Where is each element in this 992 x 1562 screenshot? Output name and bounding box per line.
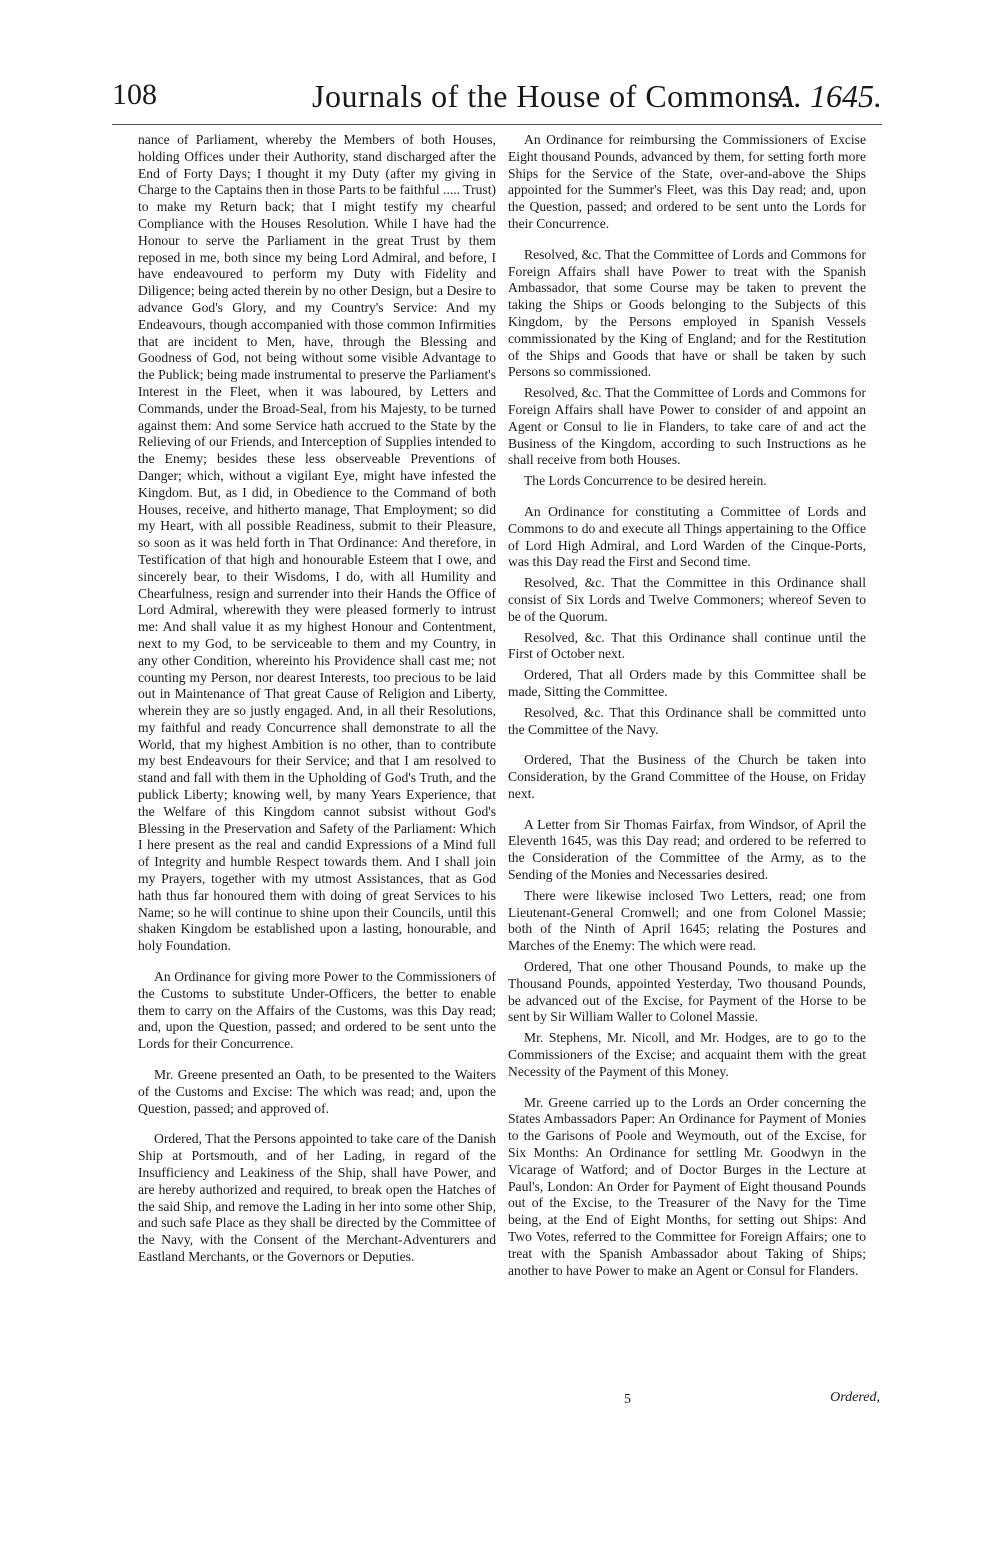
running-title: Journals of the House of Commons. <box>312 78 789 114</box>
paragraph: Ordered, That one other Thousand Pounds, to make up the Thousand Pounds, appointed Yesterday, Two thousand Pounds, be advanced out of the Excise, for Payment of the Horse to be sent by Sir William Waller to Colonel Massie. <box>508 959 866 1025</box>
signature-mark: 5 <box>624 1392 631 1407</box>
paragraph: Ordered, That the Business of the Church be taken into Consideration, by the Grand Committee of the House, on Friday next. <box>508 752 866 801</box>
paragraph: Resolved, &c. That the Committee of Lords and Commons for Foreign Affairs shall have Power to treat with the Spanish Ambassador, that some Course may be taken to prevent the taking the Ships or Goods belonging to the Subjects of this Kingdom, by the Persons employed in Spanish Vessels commissionated by the King of England; and for the Restitution of the Ships and Goods that have or shall be taken by such Persons so commissioned. <box>508 246 866 380</box>
running-year: A. 1645. <box>774 78 882 114</box>
paragraph: nance of Parliament, whereby the Members of both Houses, holding Offices under their Authority, stand discharged after the End of Forty Days; I thought it my Duty (after my giving in Charge to the Captains then in those Parts to be faithful ..... Trust) to make my Return back; that I might testify my chearful Compliance with the Houses Resolution. While I have had the Honour to serve the Parliament in the great Trust by them reposed in me, both since my being Lord Admiral, and before, I have endeavoured to perform my Duty with Fidelity and Diligence; being acted therein by no other Design, but a Desire to advance God's Glory, and my Country's Service: And my Endeavours, though accompanied with those common Infirmities that are incident to Men, have, through the Blessing and Goodness of God, not being without some visible Advantage to the Publick; being made instrumental to preserve the Parliament's Interest in the Fleet, when it was laboured, by Letters and Commands, under the Broad-Seal, from his Majesty, to be turned against them: And some Service hath accrued to the State by the Relieving of our Friends, and Interception of Supplies intended to the Enemy; besides these less observeable Preventions of Danger; which, without a vigilant Eye, might have infested the Kingdom. But, as I did, in Obedience to the Command of both Houses, receive, and hitherto manage, That Employment; so did my Heart, with all possible Readiness, submit to their Pleasure, so soon as it was held forth in That Ordinance: And therefore, in Testification of that high and honourable Esteem that I owe, and sincerely bear, to their Wisdoms, I do, with all Humility and Chearfulness, resign and surrender into their Hands the Office of Lord Admiral, wherewith they were pleased formerly to intrust me: And shall value it as my highest Honour and Contentment, next to my God, to be serviceable to them and my Country, in any other Condition, whereinto his Providence shall cast me; not counting my Person, nor dearest Interests, too precious to be laid out in Maintenance of That great Cause of Religion and Liberty, wherein they are so justly engaged. And, in all their Resolutions, my faithful and ready Concurrence shall demonstrate to all the World, that my highest Ambition is no other, than to contribute my best Endeavours for their Service; and that I am resolved to stand and fall with them in the Upholding of God's Truth, and the publick Liberty; knowing well, by many Years Experience, that the Welfare of this Kingdom cannot subsist without God's Blessing in the Preservation and Safety of the Parliament: Which I here present as the real and candid Expressions of a Mind full of Integrity and humble Respect towards them. And I shall join my Prayers, together with my utmost Assistances, that as God hath thus far honoured them with doing of great Services to his Name; so he will continue to shine upon their Councils, until this shaken Kingdom be established upon a lasting, honourable, and holy Foundation. <box>138 132 496 954</box>
paragraph: There were likewise inclosed Two Letters, read; one from Lieutenant-General Cromwell; and one from Colonel Massie; both of the Ninth of April 1645; relating the Postures and Marches of the Enemy: The which were read. <box>508 887 866 954</box>
paragraph: Mr. Stephens, Mr. Nicoll, and Mr. Hodges, are to go to the Commissioners of the Excise; and acquaint them with the great Necessity of the Payment of this Money. <box>508 1030 866 1079</box>
paragraph: Mr. Greene carried up to the Lords an Order concerning the States Ambassadors Paper: An Ordinance for Payment of Monies to the Garisons of Poole and Weymouth, out of the Excise, for Six Months: An Ordinance for settling Mr. Goodwyn in the Vicarage of Watford; and of Doctor Burges in the Lecture at Paul's, London: An Order for Payment of Eight thousand Pounds out of the Excise, to the Treasurer of the Navy for the Time being, at the End of Eight Months, for setting out Ships: And Two Votes, referred to the Committee for Foreign Affairs; one to treat with the Spanish Ambassador about Taking of Ships; another to have Power to make an Agent or Consul for Flanders. <box>508 1094 866 1278</box>
right-column <box>508 132 866 1279</box>
paragraph: Resolved, &c. That this Ordinance shall be committed unto the Committee of the Navy. <box>508 704 866 737</box>
paragraph: Mr. Greene presented an Oath, to be presented to the Waiters of the Customs and Excise: The which was read; and, upon the Question, passed; and approved of. <box>138 1067 496 1116</box>
paragraph: A Letter from Sir Thomas Fairfax, from Windsor, of April the Eleventh 1645, was this Day read; and ordered to be referred to the Consideration of the Committee of the Army, as to the Sending of the Monies and Necessaries desired. <box>508 816 866 883</box>
paragraph: The Lords Concurrence to be desired herein. <box>524 473 767 489</box>
paragraph: An Ordinance for giving more Power to the Commissioners of the Customs to substitute Under-Officers, the better to enable them to carry on the Affairs of the Customs, was this Day read; and, upon the Question, passed; and ordered to be sent unto the Lords for their Concurrence. <box>138 969 496 1052</box>
header-rule <box>112 124 882 125</box>
page-number: 108 <box>112 78 157 111</box>
paragraph: Ordered, That the Persons appointed to take care of the Danish Ship at Portsmouth, and of her Lading, in regard of the Insufficiency and Leakiness of the Ship, shall have Power, and are hereby authorized and required, to break open the Hatches of the said Ship, and remove the Lading in her into some other Ship, and such safe Place as they shall be directed by the Committee of the Navy, with the Consent of the Merchant-Adventurers and Eastland Merchants, or the Governors or Deputies. <box>138 1131 496 1264</box>
catchword: Ordered, <box>830 1390 880 1405</box>
paragraph: Resolved, &c. That this Ordinance shall continue until the First of October next. <box>508 629 866 662</box>
paragraph: Ordered, That all Orders made by this Committee shall be made, Sitting the Committee. <box>508 667 866 699</box>
paragraph: An Ordinance for constituting a Committee of Lords and Commons to do and execute all Things appertaining to the Office of Lord High Admiral, and Lord Warden of the Cinque-Ports, was this Day read the First and Second time. <box>508 503 866 570</box>
paragraph: Resolved, &c. That the Committee of Lords and Commons for Foreign Affairs shall have Power to consider of and appoint an Agent or Consul to lie in Flanders, to take care of and act the Business of the Kingdom, according to such Instructions as he shall receive from both Houses. <box>508 385 866 468</box>
paragraph: An Ordinance for reimbursing the Commissioners of Excise Eight thousand Pounds, advanced by them, for setting forth more Ships for the Service of the State, over-and-above the Ships appointed for the Summer's Fleet, was this Day read; and, upon the Question, passed; and ordered to be sent unto the Lords for their Concurrence. <box>508 132 866 231</box>
page-header <box>112 78 882 128</box>
paragraph: Resolved, &c. That the Committee in this Ordinance shall consist of Six Lords and Twelve Commoners; whereof Seven to be of the Quorum. <box>508 575 866 624</box>
left-column <box>138 132 496 1266</box>
